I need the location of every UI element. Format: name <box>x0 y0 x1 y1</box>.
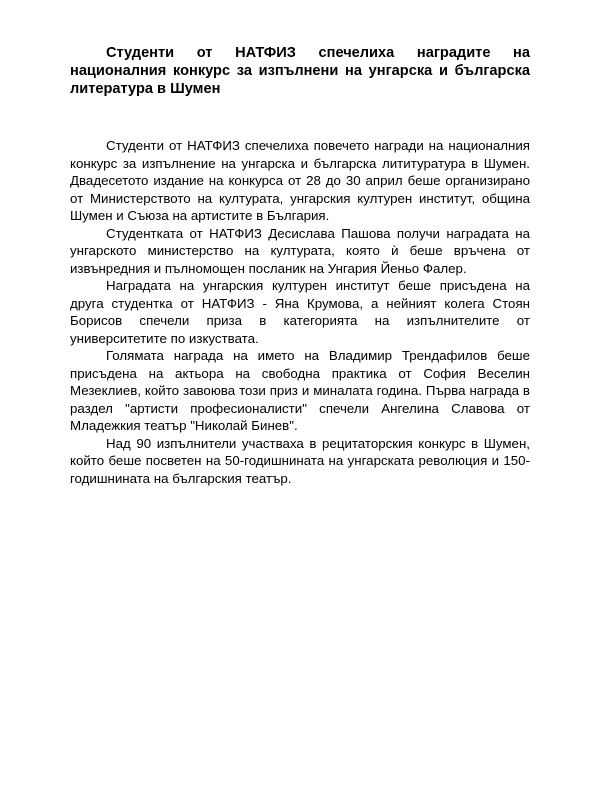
paragraph-1: Студенти от НАТФИЗ спечелиха повечето награди на националния конкурс за изпълнение на унгарска и българска лититуратура в Шумен. Двадесетото издание на конкурса от 28 до 30 април беше организирано от Министерството на културата, унгарския културен институт, община Шумен и Съюза на артистите в България. <box>70 138 530 223</box>
document-body <box>70 137 530 487</box>
paragraph-2: Студентката от НАТФИЗ Десислава Пашова получи наградата на унгарското министерство на културата, която ѝ беше връчена от извънредния и пълномощен посланик на Унгария Йеньо Фалер. <box>70 225 530 276</box>
document-title: Студенти от НАТФИЗ спечелиха наградите на националния конкурс за изпълнени на унгарска и българска литература в Шумен <box>70 45 530 97</box>
paragraph-5: Над 90 изпълнители участваха в рецитаторския конкурс в Шумен, който беше посветен на 50-годишнината на унгарската революция и 150-годишнината на българския театър. <box>70 435 530 486</box>
paragraph-4: Голямата награда на името на Владимир Трендафилов беше присъдена на актьора на свободна практика от София Веселин Мезеклиев, който завоюва този приз и миналата година. Първа награда в раздел "артисти професионалисти" спечели Ангелина Славова от Младежкия театър "Николай Бинев". <box>70 348 530 433</box>
paragraph-3: Наградата на унгарския културен институт беше присъдена на друга студентка от НАТФИЗ - Яна Крумова, а нейният колега Стоян Борисов спечели приза в категорията на изпълнителите от университетите по изкуствата. <box>70 278 530 346</box>
document-page <box>70 44 530 487</box>
